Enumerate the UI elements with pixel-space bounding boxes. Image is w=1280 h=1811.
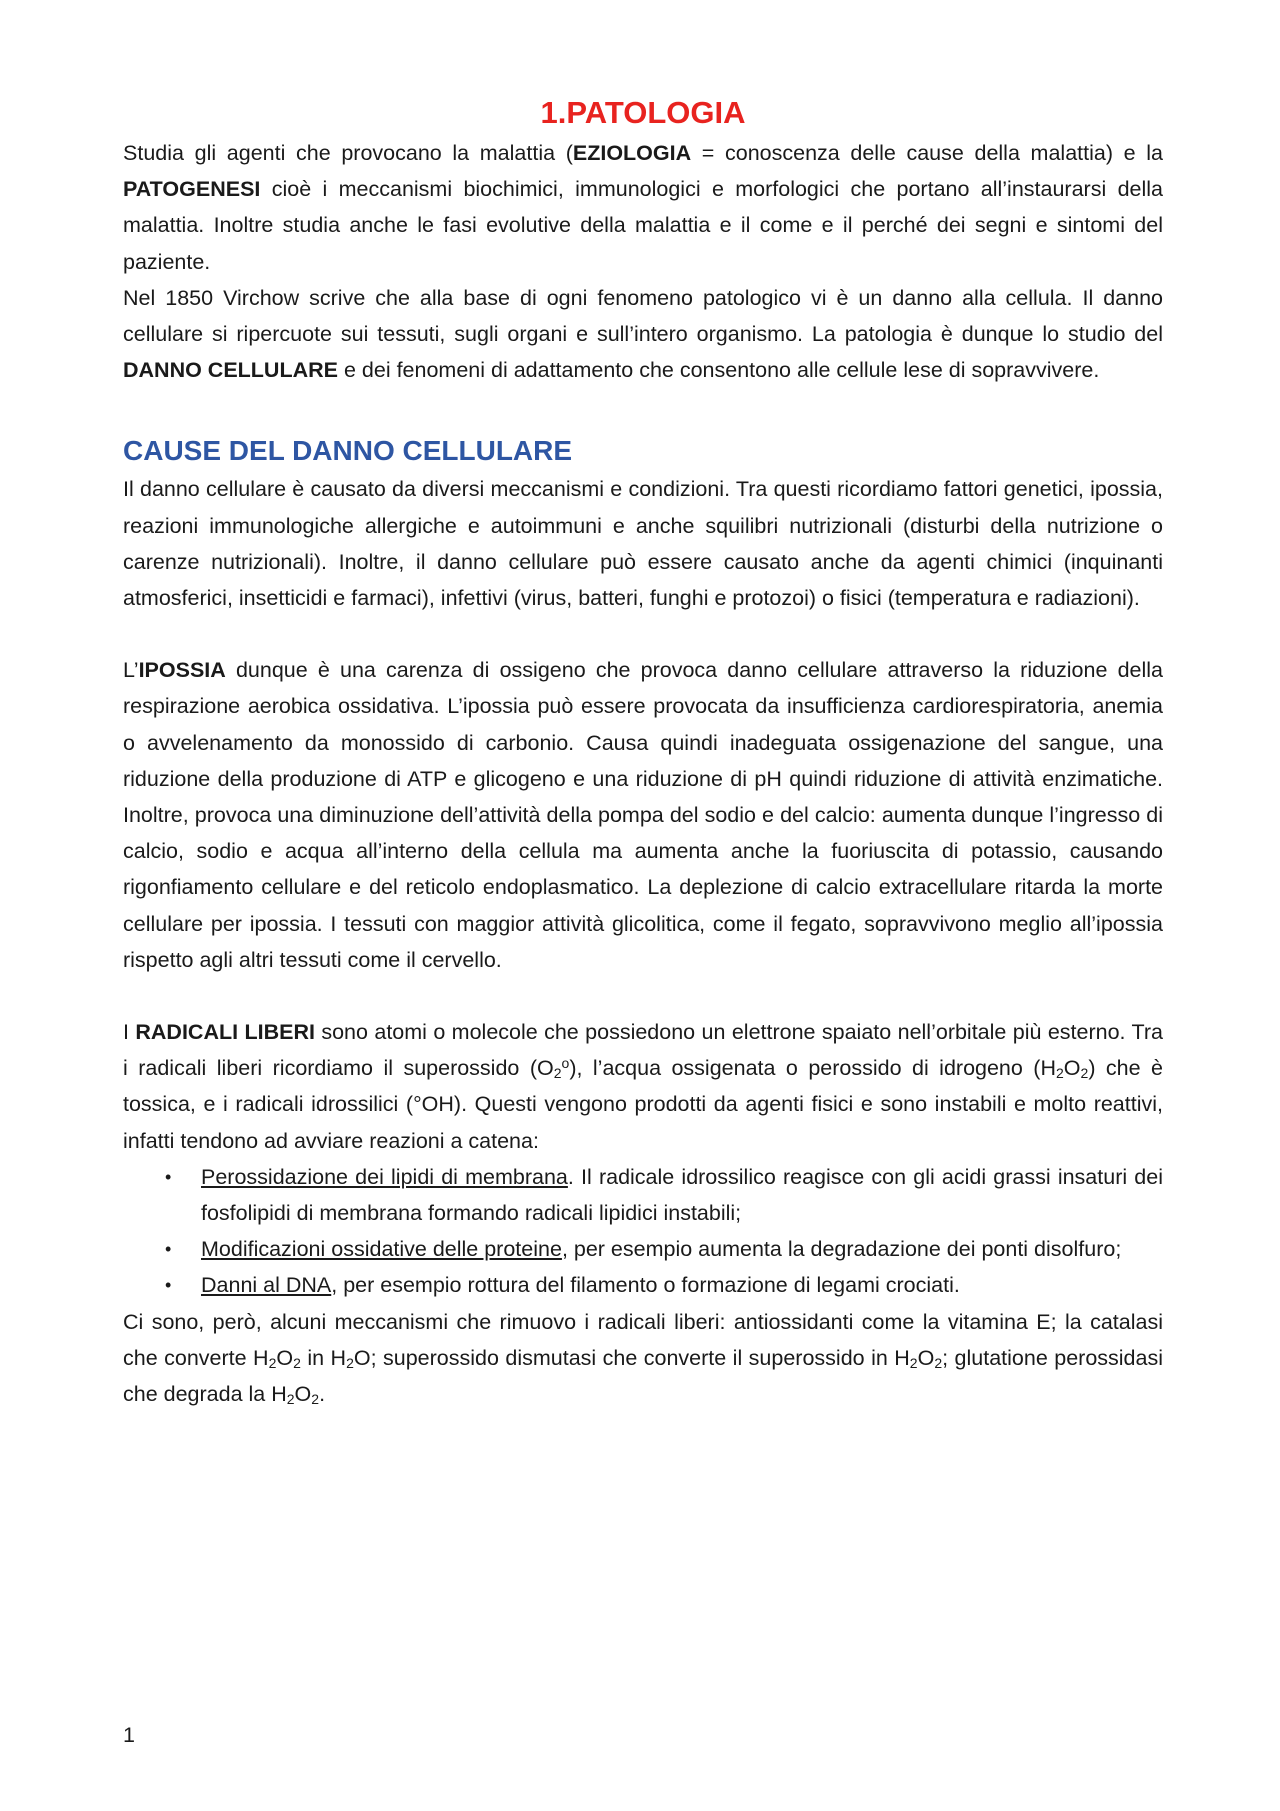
text-run: O [917, 1345, 935, 1370]
subscript: 2 [553, 1065, 562, 1082]
text-run: e dei fenomeni di adattamento che consentono alle cellule lese di sopravvivere. [338, 358, 1100, 383]
bold-term-radicali-liberi: RADICALI LIBERI [135, 1020, 315, 1045]
list-item [165, 1267, 1163, 1303]
text-run: ; glutatione perossidasi che degrada la H [123, 1345, 1163, 1407]
subscript: 2 [311, 1391, 320, 1408]
text-run: . Il radicale idrossilico reagisce con gli acidi grassi insaturi dei fosfolipidi di membrana formando radicali lipidici instabili; [201, 1164, 1163, 1226]
text-run: O [1063, 1056, 1081, 1081]
subscript: 2 [293, 1354, 301, 1371]
bullet-icon: • [165, 1275, 172, 1296]
bold-term-patogenesi: PATOGENESI [123, 177, 261, 202]
intro-paragraph [123, 135, 1163, 280]
superscript: o [561, 1055, 570, 1072]
text-run: , per esempio rottura del filamento o formazione di legami crociati. [331, 1273, 960, 1298]
text-run: Nel 1850 Virchow scrive che alla base di ogni fenomeno patologico vi è un danno alla cellula. Il danno cellulare si ripercuote sui tessuti, sugli organi e sull’intero organismo. La patologia è dunque lo studio del [123, 285, 1163, 347]
bold-term-danno-cellulare: DANNO CELLULARE [123, 358, 338, 383]
list-item [165, 1159, 1163, 1231]
text-run: O [294, 1382, 312, 1407]
virchow-paragraph [123, 280, 1163, 389]
radicali-paragraph [123, 1014, 1163, 1159]
text-run: , per esempio aumenta la degradazione dei ponti disolfuro; [561, 1237, 1122, 1262]
text-run: O [276, 1345, 294, 1370]
text-run: ), l’acqua ossigenata o perossido di idrogeno (H [569, 1056, 1056, 1081]
closing-paragraph [123, 1304, 1163, 1413]
subscript: 2 [1080, 1065, 1089, 1082]
list-item [165, 1231, 1163, 1267]
subscript: 2 [1055, 1065, 1064, 1082]
text-run: Ci sono, però, alcuni meccanismi che rimuovo i radicali liberi: antiossidanti come la vitamina E; la catalasi che converte H [123, 1309, 1163, 1370]
subscript: 2 [286, 1391, 295, 1408]
bullet-icon: • [165, 1166, 172, 1187]
page-number: 1 [123, 1723, 135, 1747]
text-run: dunque è una carenza di ossigeno che provoca danno cellulare attraverso la riduzione della respirazione aerobica ossidativa. L’ipossia può essere provocata da insufficienza cardiorespiratoria, anemia o avvelenamento da monossido di carbonio. Causa quindi inadeguata ossigenazione del sangue, una riduzione della produzione di ATP e glicogeno e una riduzione di pH quindi riduzione di attività enzimatiche. Inoltre, provoca una diminuzione dell’attività della pompa del sodio e del calcio: aumenta dunque l’ingresso di calcio, sodio e acqua all’interno della cellula ma aumenta anche la fuoriuscita di potassio, causando rigonfiamento cellulare e del reticolo endoplasmatico. La deplezione di calcio extracellulare ritarda la morte cellulare per ipossia. I tessuti con maggior attività glicolitica, come il fegato, sopravvivono meglio all’ipossia rispetto agli altri tessuti come il cervello. [123, 658, 1163, 972]
text-run: . [319, 1382, 326, 1407]
text-run: L’ [123, 658, 139, 683]
bold-term-ipossia: IPOSSIA [138, 658, 226, 683]
page-title: 1.PATOLOGIA [540, 95, 746, 130]
underlined-term: Danni al DNA [201, 1273, 332, 1298]
text-run: O; superossido dismutasi che converte il superossido in H [353, 1345, 910, 1370]
subscript: 2 [934, 1354, 943, 1371]
bullet-icon: • [165, 1239, 172, 1260]
text-run: I [123, 1020, 136, 1045]
subscript: 2 [909, 1354, 918, 1371]
text-run: ) che è tossica, e i radicali idrossilici (°OH). Questi vengono prodotti da agenti fisici e sono instabili e molto reattivi, infatti tendono ad avviare reazioni a catena: [123, 1056, 1163, 1153]
section-heading: CAUSE DEL DANNO CELLULARE [123, 435, 573, 467]
text-run: cioè i meccanismi biochimici, immunologici e morfologici che portano all’instaurarsi della malattia. Inoltre studia anche le fasi evolutive della malattia e il come e il perché dei segni e sintomi del paziente. [123, 177, 1163, 274]
subscript: 2 [346, 1354, 354, 1371]
cause-paragraph: Il danno cellulare è causato da diversi meccanismi e condizioni. Tra questi ricordiamo fattori genetici, ipossia, reazioni immunologiche allergiche e autoimmuni e anche squilibri nutrizionali (disturbi della nutrizione o carenze nutrizionali). Inoltre, il danno cellulare può essere causato anche da agenti chimici (inquinanti atmosferici, insetticidi e farmaci), infettivi (virus, batteri, funghi e protozoi) o fisici (temperatura e radiazioni). [123, 477, 1163, 611]
text-run: Studia gli agenti che provocano la malattia ( [123, 141, 573, 165]
bullet-list [123, 1159, 1163, 1304]
ipossia-paragraph [123, 652, 1163, 978]
bold-term-eziologia: EZIOLOGIA [572, 141, 692, 165]
document-page [123, 93, 1163, 1412]
text-run: in H [300, 1345, 347, 1370]
text-run: sono atomi o molecole che possiedono un elettrone spaiato nell’orbitale più esterno. Tra i radicali liberi ricordiamo il superossido (O [123, 1020, 1163, 1081]
underlined-term: Perossidazione dei lipidi di membrana [201, 1164, 568, 1189]
subscript: 2 [268, 1354, 277, 1371]
underlined-term: Modificazioni ossidative delle proteine [201, 1237, 562, 1262]
text-run: = conoscenza delle cause della malattia) e la [691, 141, 1163, 165]
